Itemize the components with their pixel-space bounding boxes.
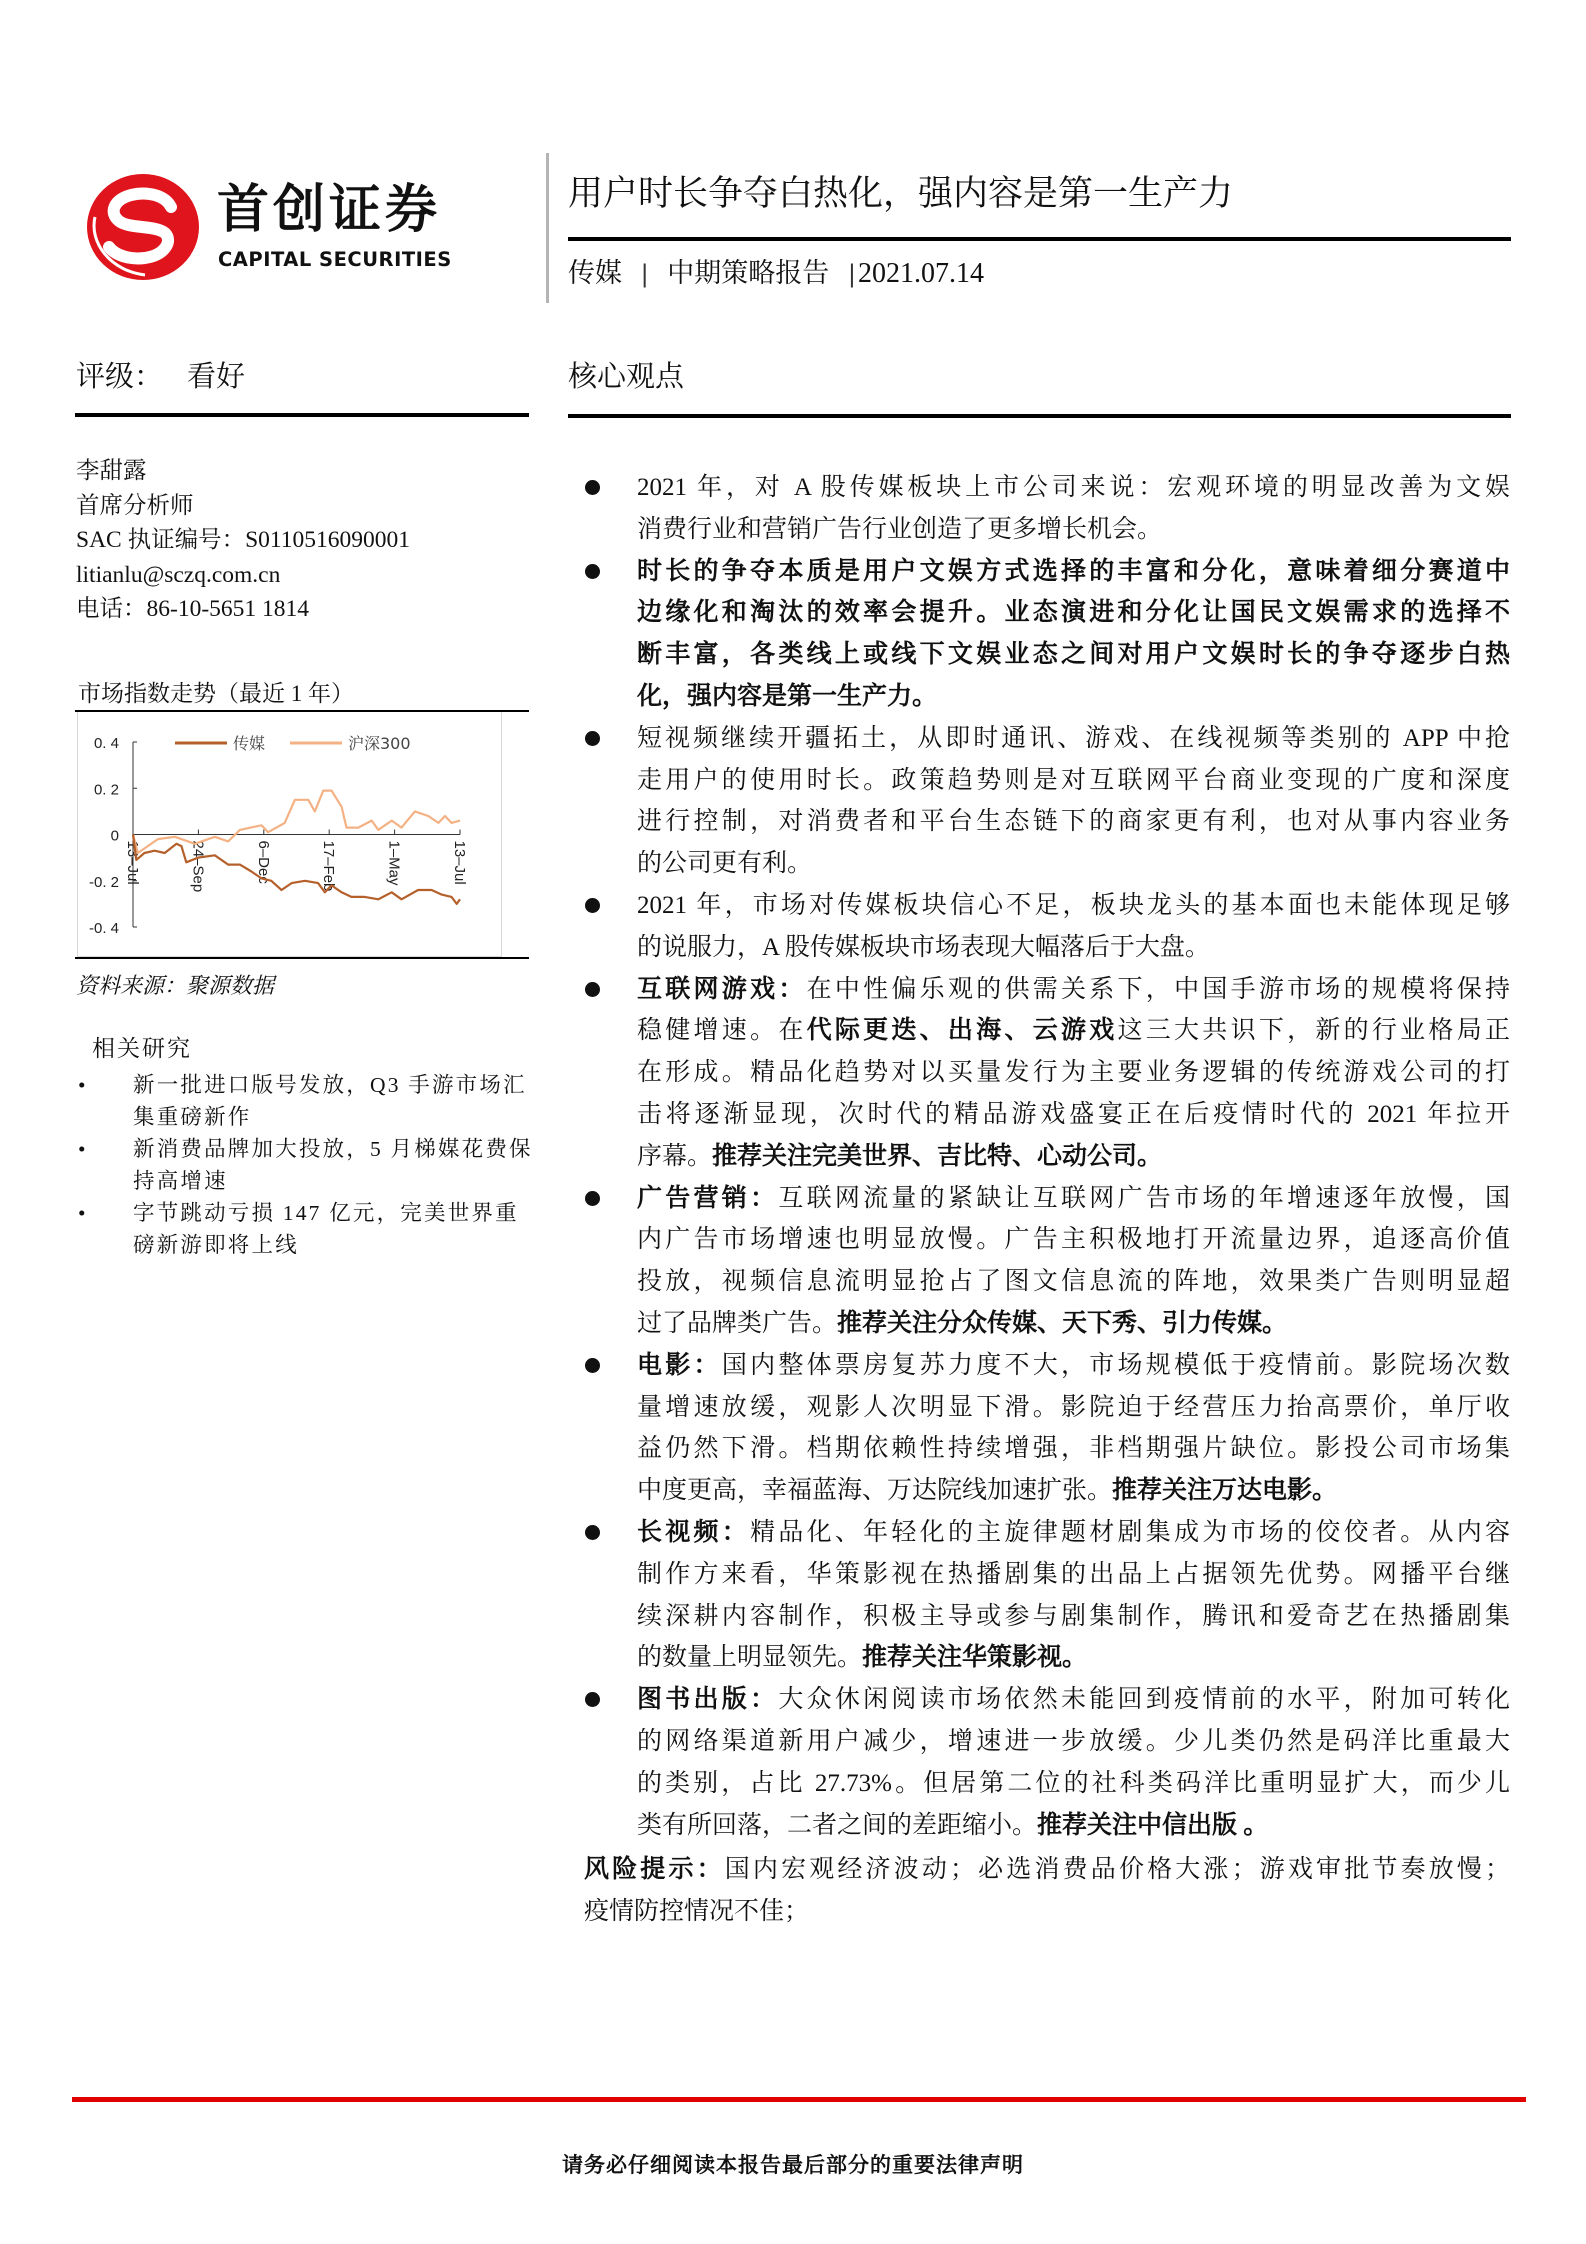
bold-text: 互联网游戏：	[637, 975, 807, 1003]
text: 在形成。精品化趋势对以买量发行为主要业务逻辑的传统游戏公司的打	[637, 1059, 1510, 1087]
bullet-icon	[585, 564, 600, 579]
y-axis	[89, 735, 137, 937]
text-line	[637, 1721, 1510, 1763]
core-point	[583, 885, 1513, 969]
text-line	[637, 718, 1510, 760]
text-line	[637, 969, 1510, 1011]
text: 这三大共识下，新的行业格局正	[1117, 1017, 1510, 1045]
chart-legend	[175, 734, 411, 753]
y-tick-label: 0	[110, 827, 119, 845]
related-research-list	[76, 1069, 536, 1261]
related-research-text: 磅新游即将上线	[133, 1233, 299, 1257]
text-line	[584, 1849, 1510, 1891]
text-line	[637, 1428, 1510, 1470]
text-line	[637, 1303, 1510, 1345]
bold-text: 代际更迭、出海、云游戏	[806, 1017, 1118, 1045]
bullet-icon: •	[78, 1073, 86, 1097]
title-rule	[568, 237, 1511, 241]
analyst-email[interactable]: litianlu@sczq.com.cn	[76, 561, 281, 588]
text: 中度更高，幸福蓝海、万达院线加速扩张。	[637, 1477, 1113, 1505]
rating-value: 看好	[187, 359, 246, 393]
text-line	[637, 1679, 1510, 1721]
text-line	[637, 1178, 1510, 1220]
market-index-chart	[77, 712, 500, 956]
text-line	[637, 927, 1510, 969]
text-line	[637, 1596, 1510, 1638]
text-line	[637, 1345, 1510, 1387]
bold-text: 断丰富，各类线上或线下文娱业态之间对用户文娱时长的争夺逐步白热	[637, 641, 1510, 669]
analyst-sac: SAC 执证编号：S0110516090001	[76, 527, 411, 553]
text: 过了品牌类广告。	[637, 1309, 838, 1337]
related-research-item[interactable]	[76, 1069, 536, 1133]
text-line	[637, 760, 1510, 802]
text: 的网络渠道新用户减少，增速进一步放缓。少儿类仍然是码洋比重最大	[637, 1727, 1510, 1755]
legend-label: 传媒	[233, 734, 266, 753]
text-line	[637, 1554, 1510, 1596]
text: 在中性偏乐观的供需关系下，中国手游市场的规模将保持	[806, 975, 1510, 1003]
series-line-csi300	[133, 791, 460, 853]
bold-text: 广告营销：	[637, 1184, 779, 1212]
text-line	[637, 509, 1510, 551]
core-point	[583, 969, 1513, 1178]
bullet-icon: •	[78, 1201, 86, 1225]
bold-text: 推荐关注华策影视。	[862, 1644, 1088, 1672]
brand-name-cn: 首创证券	[217, 180, 442, 240]
bold-text: 风险提示：	[584, 1856, 725, 1883]
y-tick-label: 0. 2	[93, 781, 119, 799]
x-tick-label: 13–Jul	[451, 840, 468, 885]
brand-logo	[85, 170, 525, 282]
text: 疫情防控情况不佳；	[584, 1897, 810, 1925]
header-divider	[546, 153, 549, 303]
report-meta	[568, 256, 984, 292]
core-point	[583, 1679, 1513, 1846]
text: 的公司更有利。	[637, 850, 813, 878]
text: 的说服力，A 股传媒板块市场表现大幅落后于大盘。	[637, 933, 1210, 961]
text: 序幕。	[637, 1142, 713, 1170]
bold-text: 推荐关注分众传媒、天下秀、引力传媒。	[837, 1309, 1288, 1337]
core-point	[583, 718, 1513, 885]
text: 内广告市场增速也明显放慢。广告主积极地打开流量边界，追逐高价值	[637, 1226, 1510, 1254]
related-research-text: 新一批进口版号发放，Q3 手游市场汇	[133, 1073, 527, 1097]
bullet-icon	[585, 1191, 600, 1206]
x-tick-label: 24–Sep	[189, 840, 207, 893]
bullet-icon	[585, 982, 600, 997]
text-line	[637, 843, 1510, 885]
text: 大众休闲阅读市场依然未能回到疫情前的水平，附加可转化	[778, 1686, 1510, 1714]
text-line	[637, 1805, 1510, 1847]
x-tick-label: 13–Jul	[124, 840, 141, 885]
text-line	[637, 1387, 1510, 1429]
bold-text: 时长的争夺本质是用户文娱方式选择的丰富和分化，意味着细分赛道中	[637, 557, 1510, 585]
core-points-list	[583, 467, 1513, 1846]
meta-separator: |	[847, 260, 856, 288]
text-line	[637, 1512, 1510, 1554]
core-point	[583, 467, 1513, 551]
chart-series	[133, 791, 460, 904]
text: 制作方来看，华策影视在热播剧集的出品上占据领先优势。网播平台继	[637, 1560, 1510, 1588]
y-tick-label: -0. 2	[88, 873, 119, 891]
text-line	[637, 592, 1510, 634]
related-research-text: 持高增速	[133, 1169, 228, 1193]
text-line	[637, 634, 1510, 676]
text-line	[637, 1094, 1510, 1136]
x-tick-label: 1–May	[385, 840, 403, 886]
related-research-text: 字节跳动亏损 147 亿元，完美世界重	[133, 1201, 519, 1225]
bold-text: 边缘化和淘汰的效率会提升。业态演进和分化让国民文娱需求的选择不	[637, 599, 1510, 627]
text: 精品化、年轻化的主旋律题材剧集成为市场的佼佼者。从内容	[750, 1518, 1510, 1546]
core-point	[583, 1512, 1513, 1679]
bullet-icon	[585, 1692, 600, 1707]
text: 走用户的使用时长。政策趋势则是对互联网平台商业变现的广度和深度	[637, 766, 1510, 794]
analyst-title: 首席分析师	[76, 492, 194, 519]
bold-text: 图书出版：	[637, 1686, 779, 1714]
text-line	[637, 801, 1510, 843]
text-line	[584, 1891, 1510, 1933]
related-research-heading: 相关研究	[92, 1036, 192, 1061]
text: 互联网流量的紧缺让互联网广告市场的年增速逐年放慢，国	[778, 1184, 1510, 1212]
risk-warning	[584, 1849, 1514, 1933]
text-line	[637, 1261, 1510, 1303]
core-points-heading: 核心观点	[568, 359, 685, 393]
text: 消费行业和营销广告行业创造了更多增长机会。	[637, 515, 1163, 543]
y-tick-label: -0. 4	[88, 920, 119, 937]
report-title: 用户时长争夺白热化，强内容是第一生产力	[568, 174, 1234, 214]
text: 进行控制，对消费者和平台生态链下的商家更有利，也对从事内容业务	[637, 808, 1510, 836]
analyst-name: 李甜露	[76, 458, 147, 484]
footer-rule	[72, 2097, 1526, 2102]
bold-text: 长视频：	[637, 1518, 751, 1546]
text-line	[637, 1136, 1510, 1178]
core-point	[583, 1345, 1513, 1512]
bullet-icon	[585, 480, 600, 495]
bold-text: 化，强内容是第一生产力。	[637, 682, 938, 710]
text: 击将逐渐显现，次时代的精品游戏盛宴正在后疫情时代的 2021 年拉开	[637, 1100, 1510, 1128]
related-research-item[interactable]	[76, 1197, 536, 1261]
text-line	[637, 1470, 1510, 1512]
report-date: 2021.07.14	[857, 258, 984, 289]
x-tick-label: 17–Feb	[320, 840, 338, 892]
related-research-text: 新消费品牌加大投放，5 月梯媒花费保	[133, 1137, 533, 1161]
footer-disclaimer: 请务必仔细阅读本报告最后部分的重要法律声明	[562, 2153, 1024, 2177]
text-line	[637, 467, 1510, 509]
text: 类有所回落，二者之间的差距缩小。	[637, 1811, 1038, 1839]
rating-rule	[75, 413, 529, 417]
rating	[76, 356, 245, 396]
text-line	[637, 1219, 1510, 1261]
chart-bottom-rule	[75, 957, 529, 959]
related-research-item[interactable]	[76, 1133, 536, 1197]
text: 短视频继续开疆拓土，从即时通讯、游戏、在线视频等类别的 APP 中抢	[637, 724, 1510, 752]
text-line	[637, 1052, 1510, 1094]
text-line	[637, 885, 1510, 927]
chart-source: 资料来源：聚源数据	[76, 973, 275, 998]
text: 2021 年，市场对传媒板块信心不足，板块龙头的基本面也未能体现足够	[637, 891, 1510, 919]
text: 量增速放缓，观影人次明显下滑。影院迫于经营压力抬高票价，单厅收	[637, 1393, 1510, 1421]
analyst-info	[76, 454, 410, 627]
bullet-icon	[585, 1525, 600, 1540]
bullet-icon: •	[78, 1137, 86, 1161]
bullet-icon	[585, 1358, 600, 1373]
core-point	[583, 1178, 1513, 1345]
report-sector: 传媒	[568, 258, 622, 289]
x-tick-label: 6–Dec	[254, 840, 272, 884]
text: 的类别，占比 27.73%。但居第二位的社科类码洋比重明显扩大，而少儿	[637, 1769, 1510, 1797]
text-line	[637, 676, 1510, 718]
analyst-phone: 电话：86-10-5651 1814	[76, 596, 310, 622]
brand-name-en: CAPITAL SECURITIES	[218, 248, 452, 271]
bold-text: 推荐关注万达电影。	[1112, 1477, 1338, 1505]
text-line	[637, 1763, 1510, 1805]
text: 续深耕内容制作，积极主导或参与剧集制作，腾讯和爱奇艺在热播剧集	[637, 1602, 1510, 1630]
related-research-text: 集重磅新作	[133, 1105, 252, 1129]
capital-securities-s-logo-icon	[85, 173, 201, 281]
report-type: 中期策略报告	[667, 258, 830, 289]
text: 2021 年，对 A 股传媒板块上市公司来说：宏观环境的明显改善为文娱	[637, 474, 1510, 501]
text-line	[637, 551, 1510, 593]
text: 投放，视频信息流明显抢占了图文信息流的阵地，效果类广告则明显超	[637, 1268, 1510, 1296]
bold-text: 推荐关注中信出版 。	[1037, 1811, 1269, 1839]
text: 稳健增速。在	[637, 1017, 807, 1045]
bullet-icon	[585, 898, 600, 913]
core-point	[583, 551, 1513, 718]
meta-separator: |	[640, 260, 649, 288]
text: 益仍然下滑。档期依赖性持续增强，非档期强片缺位。影投公司市场集	[637, 1435, 1510, 1463]
text-line	[637, 1637, 1510, 1679]
rating-label: 评级：	[76, 359, 164, 393]
text-line	[637, 1010, 1510, 1052]
text: 的数量上明显领先。	[637, 1644, 863, 1672]
series-line-media	[133, 835, 460, 904]
legend-label: 沪深300	[348, 734, 411, 753]
y-tick-label: 0. 4	[93, 735, 119, 752]
chart-title: 市场指数走势（最近 1 年）	[78, 681, 354, 706]
text: 国内宏观经济波动；必选消费品价格大涨；游戏审批节奏放慢；	[724, 1856, 1510, 1883]
bullet-icon	[585, 731, 600, 746]
text: 国内整体票房复苏力度不大，市场规模低于疫情前。影院场次数	[721, 1351, 1510, 1379]
core-points-rule	[568, 414, 1511, 418]
bold-text: 推荐关注完美世界、吉比特、心动公司。	[712, 1142, 1163, 1170]
bold-text: 电影：	[637, 1351, 722, 1379]
